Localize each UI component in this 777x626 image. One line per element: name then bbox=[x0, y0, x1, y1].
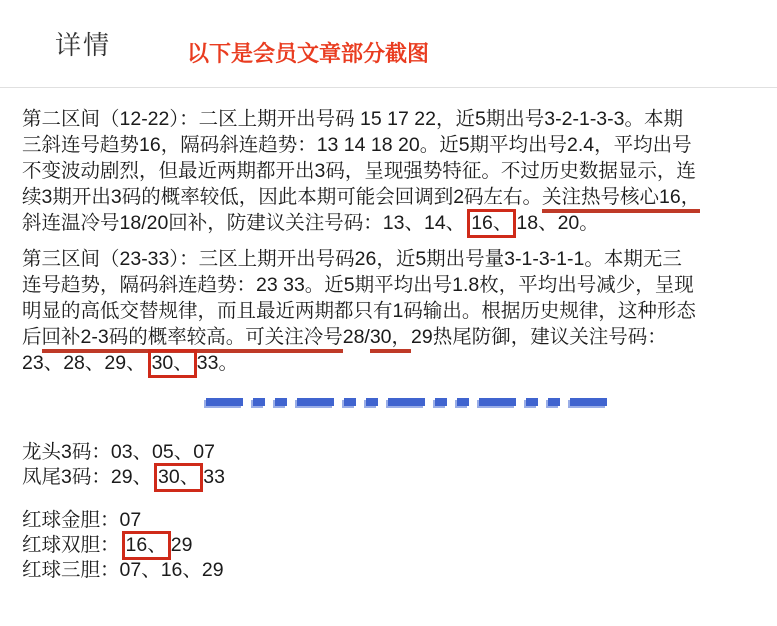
rebound-probability-underlined: 回补2-3码的概率较高。 bbox=[42, 326, 246, 353]
phoenix-30-boxed: 30、 bbox=[154, 463, 203, 492]
divider-dash bbox=[275, 398, 287, 406]
p1-line5: 斜连温冷号18/20回补，防建议关注号码：13、14、 16、 18、20。 bbox=[22, 210, 759, 236]
double-dan-line: 红球双胆： 16、 29 bbox=[22, 533, 759, 558]
number-16-boxed: 16、 bbox=[467, 209, 516, 238]
divider-dash bbox=[297, 398, 334, 406]
phoenix-tail-line: 凤尾3码：29、 30、 33 bbox=[22, 465, 759, 490]
p1-line4: 续3期开出3码的概率较低，因此本期可能会回调到2码左右。关注热号核心16， bbox=[22, 184, 759, 210]
cold-number-underlined: 可关注冷号 bbox=[245, 326, 343, 353]
number-30-underlined: 30， bbox=[370, 326, 411, 353]
gold-dan-line: 红球金胆：07 bbox=[22, 509, 142, 531]
p1-line1: 第二区间（12-22）：二区上期开出号码 15 17 22，近5期出号3-2-1-3-3。本期 bbox=[22, 108, 683, 130]
header bbox=[0, 0, 777, 88]
section-zone3-analysis bbox=[22, 246, 759, 376]
divider-dash bbox=[388, 398, 425, 406]
divider-dash bbox=[253, 398, 265, 406]
divider-dash bbox=[570, 398, 607, 406]
member-article-note: 以下是会员文章部分截图 bbox=[187, 41, 430, 66]
p2-line5: 23、28、29、 30、 33。 bbox=[22, 350, 759, 376]
page-title: 详情 bbox=[55, 30, 112, 60]
divider-dash bbox=[435, 398, 447, 406]
number-30-boxed: 30、 bbox=[148, 349, 197, 378]
p2-line2: 连号趋势，隔码斜连趋势：23 33。近5期平均出号1.8枚，平均出号减少，呈现 bbox=[22, 274, 694, 296]
p2-line1: 第三区间（23-33）：三区上期开出号码26，近5期出号量3-1-3-1-1。本期无三 bbox=[22, 248, 682, 270]
hot-core-underlined: 关注热号核心16， bbox=[542, 186, 700, 213]
double-dan-16-boxed: 16、 bbox=[122, 531, 171, 560]
p1-line2: 三斜连号趋势16，隔码斜连趋势：13 14 18 20。近5期平均出号2.4，平均出号 bbox=[22, 134, 692, 156]
dragon-head-line: 龙头3码：03、05、07 bbox=[22, 441, 215, 463]
divider-dash bbox=[206, 398, 243, 406]
blue-dashed-divider bbox=[206, 397, 759, 407]
divider-dash bbox=[548, 398, 560, 406]
section-zone2-analysis bbox=[22, 106, 759, 236]
divider-dash bbox=[344, 398, 356, 406]
divider-dash bbox=[526, 398, 538, 406]
divider-dash bbox=[457, 398, 469, 406]
p2-line4: 后回补2-3码的概率较高。可关注冷号28/30，29热尾防御，建议关注号码： bbox=[22, 324, 759, 350]
divider-dash bbox=[366, 398, 378, 406]
p1-line3: 不变波动剧烈，但最近两期都开出3码，呈现强势特征。不过历史数据显示，连 bbox=[22, 160, 696, 182]
recommended-picks bbox=[22, 440, 759, 583]
article-content bbox=[0, 88, 777, 583]
triple-dan-line: 红球三胆：07、16、29 bbox=[22, 559, 224, 581]
p2-line3: 明显的高低交替规律，而且最近两期都只有1码输出。根据历史规律，这种形态 bbox=[22, 300, 696, 322]
divider-dash bbox=[479, 398, 516, 406]
